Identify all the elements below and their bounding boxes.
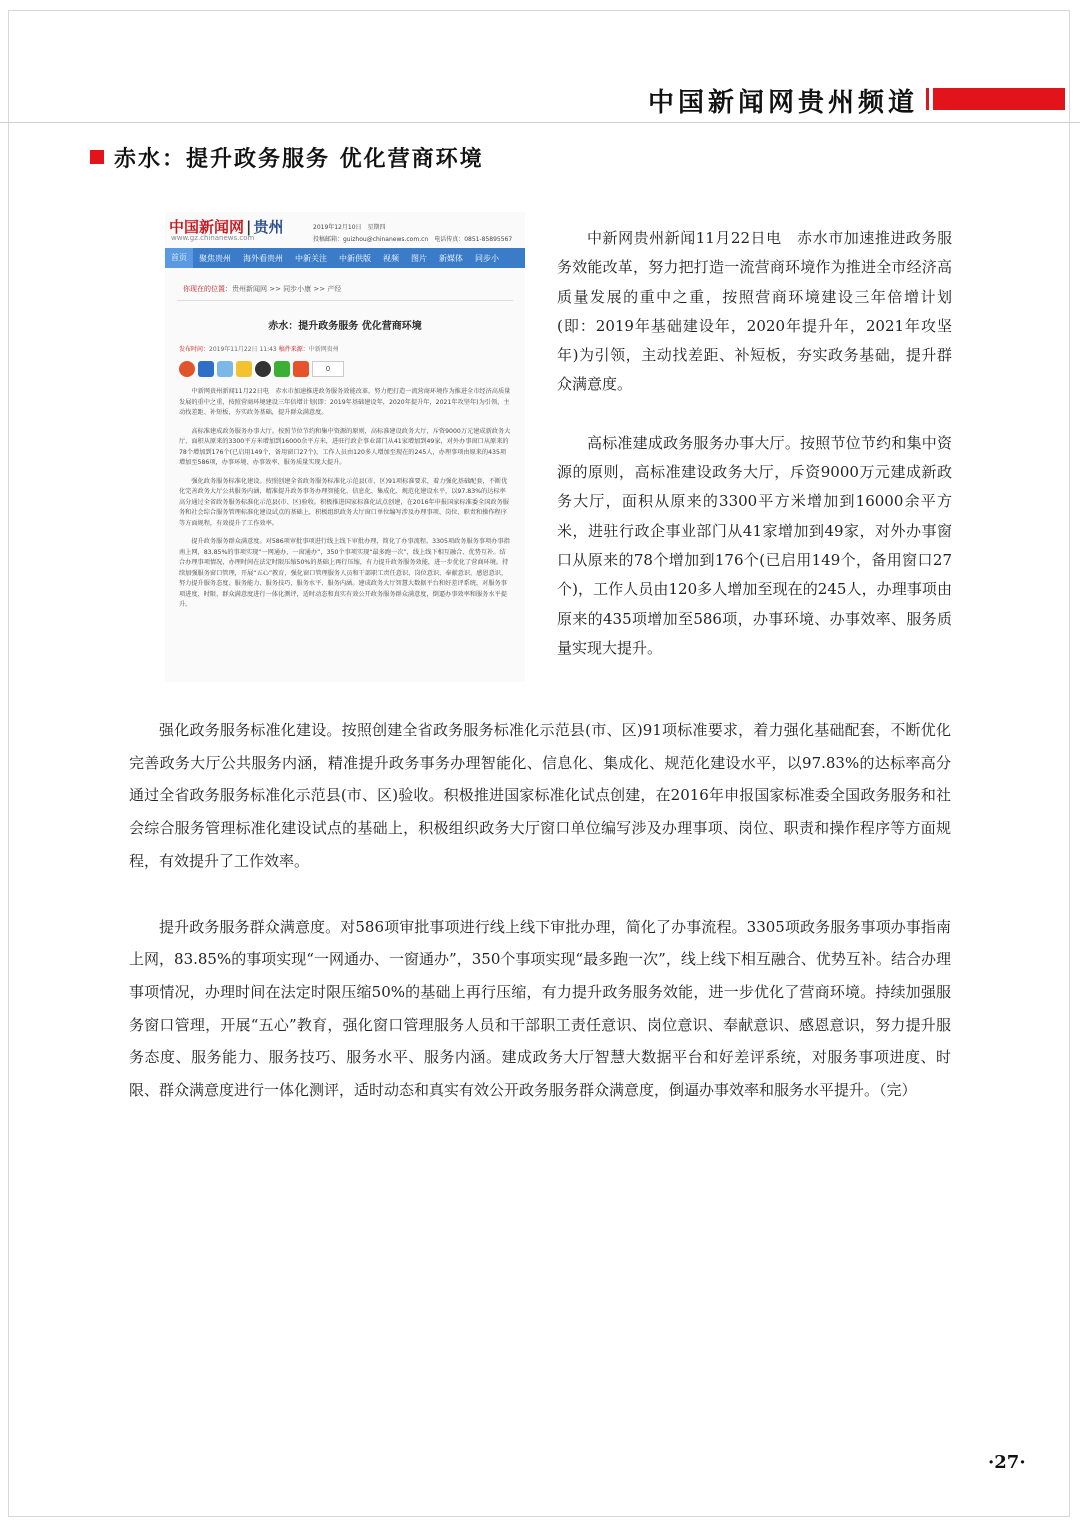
article-paragraph: 提升政务服务群众满意度。对586项审批事项进行线上线下审批办理，简化了办事流程。3305项政务服务事项办事指南上网，83.85%的事项实现“一网通办、一窗通办”，350个事项实现“最多跑一次”，线上线下相互融合、优势互补。结合办理事项情况，办理时间在法定时限压缩50%的基础上再行压缩，有力提升政务服务效能，进一步优化了营商环境。持续加强服务窗口管理，开展“五心”教育，强化窗口管理服务人员和干部职工责任意识、岗位意识、奉献意识、感恩意识，努力提升服务态度、服务能力、服务技巧、服务水平、服务内涵。建成政务大厅智慧大数据平台和好差评系统，对服务事项进度、时限、群众满意度进行一体化测评，适时动态和真实有效公开政务服务群众满意度，倒逼办事效率和服务水平提升。（完） <box>129 917 951 1100</box>
nav-item[interactable]: 新媒体 <box>439 253 463 263</box>
header-accent-bar <box>933 88 1065 110</box>
article-meta <box>179 344 513 353</box>
nav-item[interactable]: 图片 <box>411 253 427 263</box>
breadcrumb-path[interactable]: 贵州新闻网 >> 同步小康 >> 产经 <box>232 285 342 293</box>
site-date: 2019年12月10日 星期四 <box>313 224 386 231</box>
logo-separator: | <box>246 218 252 236</box>
logo-region: 贵州 <box>253 218 284 236</box>
share-bar <box>179 361 525 377</box>
qq-share-icon[interactable] <box>255 361 271 377</box>
header-accent-line <box>926 88 929 110</box>
page-number: ·27· <box>988 1452 1026 1473</box>
article-body <box>129 714 951 1140</box>
screenshot-paragraph: 强化政务服务标准化建设。按照创建全省政务服务标准化示范县(市、区)91项标准要求，着力强化基础配套，不断优化完善政务大厅公共服务内涵，精准提升政务事务办理智能化、信息化、集成化、规范化建设水平，以97.83%的达标率高分通过全省政务服务标准化示范县(市、区)验收。积极推进国家标准化试点创建，在2016年申报国家标准委全国政务服务和社会综合服务管理标准化建设试点的基础上，积极组织政务大厅窗口单位编写涉及办理事项、岗位、职责和操作程序等方面规程，有效提升了工作效率。 <box>179 477 509 527</box>
meta-source-label: 稿件来源： <box>278 346 309 353</box>
nav-item-home[interactable]: 首页 <box>165 248 193 268</box>
news-page-screenshot <box>165 212 525 682</box>
screenshot-topbar <box>165 212 525 248</box>
title-marker-icon <box>90 150 104 164</box>
nav-item[interactable]: 聚焦贵州 <box>199 253 231 263</box>
screenshot-paragraph: 中新网贵州新闻11月22日电 赤水市加速推进政务服务效能改革，努力把打造一流营商环境作为推进全市经济高质量发展的重中之重，按照营商环境建设三年倍增计划(即：2019年基础建设年，2020年提升年，2021年攻坚年)为引领，主动找差距、补短板，夯实政务基础，提升群众满意度。 <box>179 388 511 416</box>
nav-item[interactable]: 中新关注 <box>295 253 327 263</box>
more-share-icon[interactable] <box>293 361 309 377</box>
article-title <box>90 142 484 176</box>
nav-item[interactable]: 同步小 <box>475 253 499 263</box>
tencent-weibo-share-icon[interactable] <box>217 361 233 377</box>
share-count: 0 <box>312 361 344 377</box>
breadcrumb-label: 你现在的位置： <box>183 285 232 293</box>
wechat-share-icon[interactable] <box>274 361 290 377</box>
header-title: 中国新闻网贵州频道 <box>647 88 918 118</box>
article-paragraph: 中新网贵州新闻11月22日电 赤水市加速推进政务服务效能改革，努力把打造一流营商环境作为推进全市经济高质量发展的重中之重，按照营商环境建设三年倍增计划(即：2019年基础建设年，2020年提升年，2021年攻坚年)为引领，主动找差距、补短板，夯实政务基础，提升群众满意度。 <box>557 229 952 394</box>
screenshot-article-body <box>179 387 511 611</box>
renren-share-icon[interactable] <box>198 361 214 377</box>
article-paragraph: 高标准建成政务服务办事大厅。按照节位节约和集中资源的原则，高标准建设政务大厅，斥资9000万元建成新政务大厅，面积从原来的3300平方米增加到16000余平方米，进驻行政企事业部门从41家增加到49家，对外办事窗口从原来的78个增加到176个(已启用149个，备用窗口27个)，工作人员由120多人增加至现在的245人，办理事项由原来的435项增加至586项，办事环境、办事效率、服务质量实现大提升。 <box>557 433 952 657</box>
article-intro-column <box>557 224 952 692</box>
site-url: www.gz.chinanews.com <box>171 234 255 242</box>
meta-time: 2019年11月22日 11:43 <box>209 346 277 353</box>
weibo-share-icon[interactable] <box>179 361 195 377</box>
site-nav <box>165 248 525 268</box>
meta-source: 中新网贵州 <box>308 346 339 353</box>
article-title-text: 赤水：提升政务服务 优化营商环境 <box>114 146 484 172</box>
screenshot-article-title: 赤水：提升政务服务 优化营商环境 <box>268 321 422 332</box>
site-contact: 投稿邮箱：guizhou@chinanews.com.cn 电话传真：0851-85895567 <box>313 236 513 243</box>
breadcrumb <box>177 284 513 301</box>
magazine-header <box>0 80 1080 120</box>
nav-item[interactable]: 视频 <box>383 253 399 263</box>
header-rule <box>0 122 1080 123</box>
meta-time-label: 发布时间： <box>179 346 210 353</box>
nav-item[interactable]: 中新供版 <box>339 253 371 263</box>
logo-text: 中国新闻网 <box>169 218 245 236</box>
article-paragraph: 强化政务服务标准化建设。按照创建全省政务服务标准化示范县(市、区)91项标准要求，着力强化基础配套，不断优化完善政务大厅公共服务内涵，精准提升政务事务办理智能化、信息化、集成化、规范化建设水平，以97.83%的达标率高分通过全省政务服务标准化示范县(市、区)验收。积极推进国家标准化试点创建，在2016年申报国家标准委全国政务服务和社会综合服务管理标准化建设试点的基础上，积极组织政务大厅窗口单位编写涉及办理事项、岗位、职责和操作程序等方面规程，有效提升了工作效率。 <box>129 721 951 870</box>
screenshot-paragraph: 高标准建成政务服务办事大厅。按照节位节约和集中资源的原则，高标准建设政务大厅，斥资9000万元建成新政务大厅，面积从原来的3300平方米增加到16000余平方米，进驻行政企事业部门从41家增加到49家，对外办事窗口从原来的78个增加到176个(已启用149个，备用窗口27个)，工作人员由120多人增加至现在的245人，办理事项由原来的435项增加至586项，办事环境、办事效率、服务质量实现大提升。 <box>179 427 511 466</box>
nav-item[interactable]: 海外看贵州 <box>243 253 283 263</box>
qzone-share-icon[interactable] <box>236 361 252 377</box>
screenshot-paragraph: 提升政务服务群众满意度。对586项审批事项进行线上线下审批办理，简化了办事流程。3305项政务服务事项办事指南上网，83.85%的事项实现“一网通办、一窗通办”，350个事项实现“最多跑一次”，线上线下相互融合、优势互补。结合办理事项情况，办理时间在法定时限压缩50%的基础上再行压缩，有力提升政务服务效能，进一步优化了营商环境。持续加强服务窗口管理，开展“五心”教育，强化窗口管理服务人员和干部职工责任意识、岗位意识、奉献意识、感恩意识，努力提升服务态度、服务能力、服务技巧、服务水平、服务内涵。建成政务大厅智慧大数据平台和好差评系统，对服务事项进度、时限、群众满意度进行一体化测评，适时动态和真实有效公开政务服务群众满意度，倒逼办事效率和服务水平提升。 <box>179 538 510 608</box>
